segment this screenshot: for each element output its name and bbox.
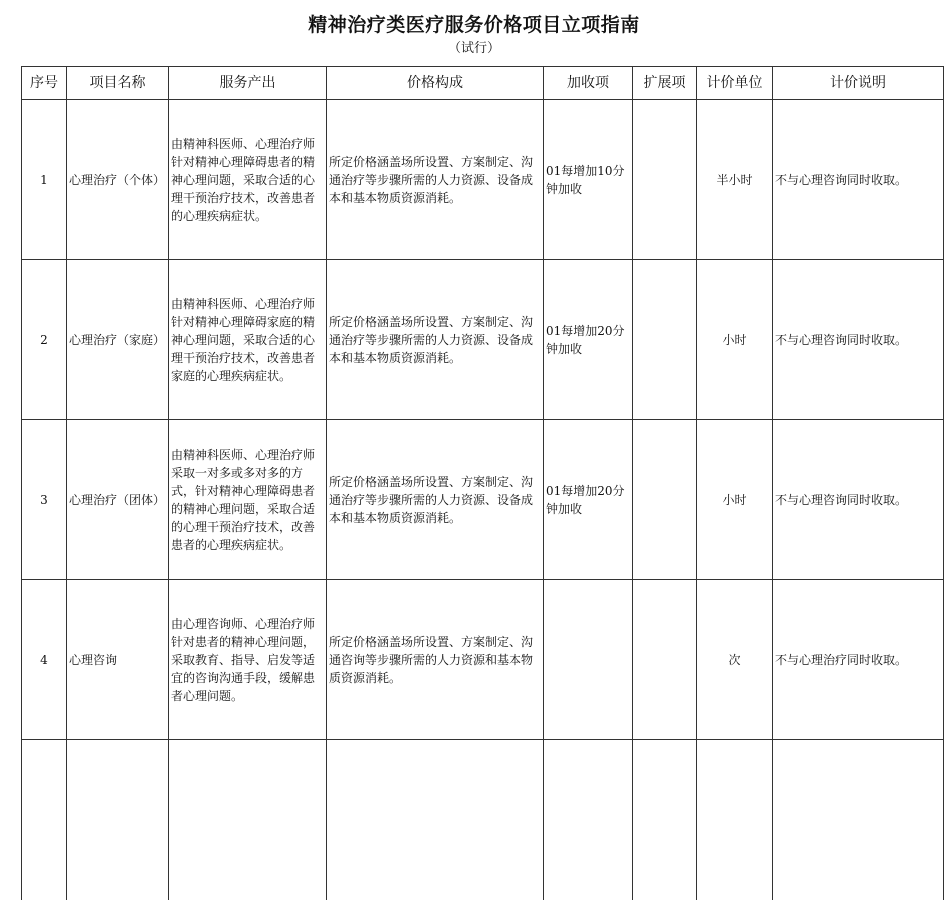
row-note: 不与心理治疗同时收取。 [773, 580, 944, 740]
row-surcharge: 01每增加10分钟加收 [544, 100, 633, 260]
header-extension: 扩展项 [633, 67, 697, 100]
partial-cell [633, 740, 697, 900]
row-name: 心理治疗（家庭） [67, 260, 169, 420]
row-composition: 所定价格涵盖场所设置、方案制定、沟通治疗等步骤所需的人力资源、设备成本和基本物质资源消耗。 [327, 100, 544, 260]
header-index: 序号 [22, 67, 67, 100]
row-surcharge: 01每增加20分钟加收 [544, 420, 633, 580]
row-index: 4 [22, 580, 67, 740]
document-subtitle: （试行） [447, 41, 500, 56]
row-name: 心理治疗（个体） [67, 100, 169, 260]
row-extension [633, 100, 697, 260]
partial-cell [544, 740, 633, 900]
row-extension [633, 260, 697, 420]
header-output: 服务产出 [169, 67, 327, 100]
table-row [22, 420, 944, 580]
row-surcharge: 01每增加20分钟加收 [544, 260, 633, 420]
table-row-partial [22, 740, 944, 900]
partial-cell [773, 740, 944, 900]
partial-cell [67, 740, 169, 900]
row-name: 心理咨询 [67, 580, 169, 740]
row-composition: 所定价格涵盖场所设置、方案制定、沟通咨询等步骤所需的人力资源和基本物质资源消耗。 [327, 580, 544, 740]
row-name: 心理治疗（团体） [67, 420, 169, 580]
row-output: 由心理咨询师、心理治疗师针对患者的精神心理问题，采取教育、指导、启发等适宜的咨询沟通手段，缓解患者心理问题。 [169, 580, 327, 740]
table-row [22, 100, 944, 260]
table-row [22, 580, 944, 740]
row-output: 由精神科医师、心理治疗师针对精神心理障碍家庭的精神心理问题，采取合适的心理干预治疗技术，改善患者家庭的心理疾病症状。 [169, 260, 327, 420]
row-unit: 小时 [697, 260, 773, 420]
row-extension [633, 580, 697, 740]
header-name: 项目名称 [67, 67, 169, 100]
partial-cell [169, 740, 327, 900]
row-surcharge [544, 580, 633, 740]
table-row [22, 260, 944, 420]
row-composition: 所定价格涵盖场所设置、方案制定、沟通治疗等步骤所需的人力资源、设备成本和基本物质资源消耗。 [327, 260, 544, 420]
row-note: 不与心理咨询同时收取。 [773, 260, 944, 420]
row-output: 由精神科医师、心理治疗师采取一对多或多对多的方式，针对精神心理障碍患者的精神心理问题，采取合适的心理干预治疗技术，改善患者的心理疾病症状。 [169, 420, 327, 580]
row-index: 1 [22, 100, 67, 260]
row-unit: 小时 [697, 420, 773, 580]
partial-cell [22, 740, 67, 900]
document-title: 精神治疗类医疗服务价格项目立项指南 [308, 14, 640, 36]
row-note: 不与心理咨询同时收取。 [773, 100, 944, 260]
table-header-row [22, 67, 944, 100]
header-surcharge: 加收项 [544, 67, 633, 100]
row-index: 2 [22, 260, 67, 420]
partial-cell [327, 740, 544, 900]
row-unit: 半小时 [697, 100, 773, 260]
price-table [21, 66, 944, 900]
header-unit: 计价单位 [697, 67, 773, 100]
row-unit: 次 [697, 580, 773, 740]
row-composition: 所定价格涵盖场所设置、方案制定、沟通治疗等步骤所需的人力资源、设备成本和基本物质资源消耗。 [327, 420, 544, 580]
row-note: 不与心理咨询同时收取。 [773, 420, 944, 580]
row-extension [633, 420, 697, 580]
header-composition: 价格构成 [327, 67, 544, 100]
row-index: 3 [22, 420, 67, 580]
partial-cell [697, 740, 773, 900]
header-note: 计价说明 [773, 67, 944, 100]
row-output: 由精神科医师、心理治疗师针对精神心理障碍患者的精神心理问题，采取合适的心理干预治疗技术，改善患者的心理疾病症状。 [169, 100, 327, 260]
